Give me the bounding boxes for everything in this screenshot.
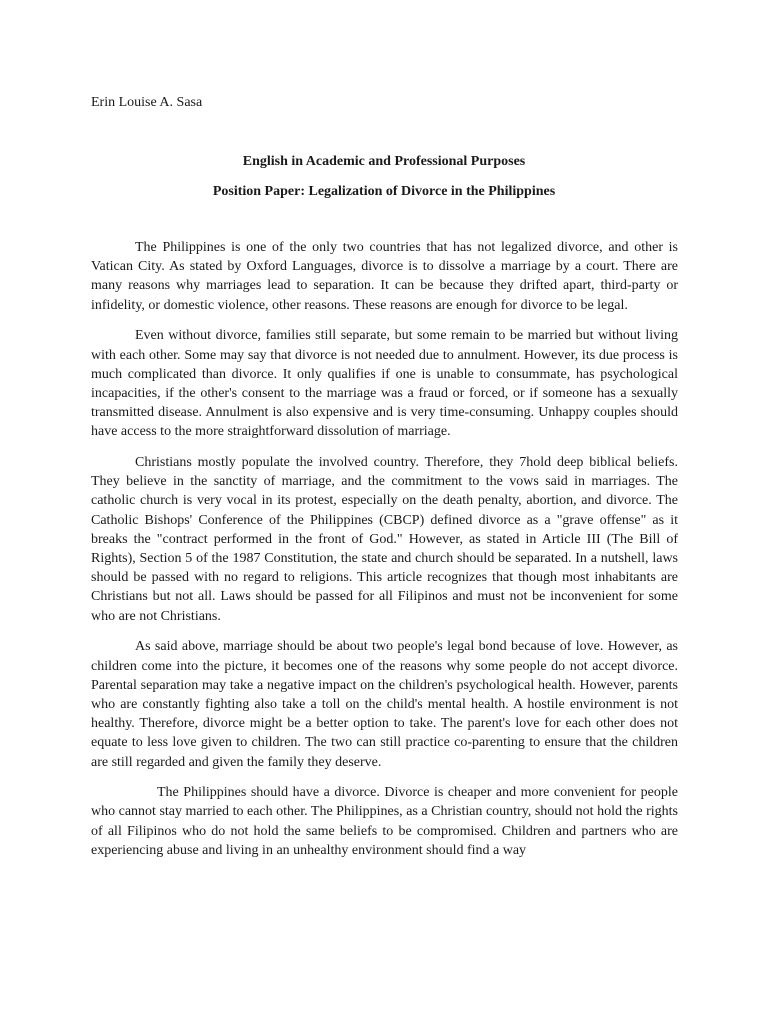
paragraph-religion: Christians mostly populate the involved country. Therefore, they 7hold deep biblical beliefs. They believe in the sanctity of marriage, and the commitment to the vows said in marriages. The catholic church is very vocal in its protest, especially on the death penalty, abortion, and divorce. The Catholic Bishops' Conference of the Philippines (CBCP) defined divorce as a "grave offense" as it breaks the "contract performed in the front of God." However, as stated in Article III (The Bill of Rights), Section 5 of the 1987 Constitution, the state and church should be separated. In a nutshell, laws should be passed with no regard to religions. This article recognizes that though most inhabitants are Christians but not all. Laws should be passed for all Filipinos and must not be inconvenient for some who are not Christians. (91, 455, 678, 624)
paragraph-intro: The Philippines is one of the only two countries that has not legalized divorce, and other is Vatican City. As stated by Oxford Languages, divorce is to dissolve a marriage by a court. There are many reasons why marriages lead to separation. It can be because they drifted apart, third-party or infidelity, or domestic violence, other reasons. These reasons are enough for divorce to be legal. (91, 240, 678, 313)
paragraph-children: As said above, marriage should be about two people's legal bond because of love. However, as children come into the picture, it becomes one of the reasons why some people do not accept divorce. Parental separation may take a negative impact on the children's psychological health. However, parents who are constantly fighting also take a toll on the child's mental health. A hostile environment is not healthy. Therefore, divorce might be a better option to take. The parent's love for each other does not equate to less love given to children. The two can still practice co-parenting to ensure that the children are still regarded and given the family they deserve. (91, 639, 678, 770)
paragraph-conclusion: The Philippines should have a divorce. Divorce is cheaper and more convenient for people who cannot stay married to each other. The Philippines, as a Christian country, should not hold the rights of all Filipinos who do not hold the same beliefs to be compromised. Children and partners who are experiencing abuse and living in an unhealthy environment should find a way (91, 785, 678, 858)
author-name: Erin Louise A. Sasa (91, 95, 203, 110)
paper-title: Position Paper: Legalization of Divorce in the Philippines (212, 184, 556, 199)
paragraph-annulment: Even without divorce, families still separate, but some remain to be married but without living with each other. Some may say that divorce is not needed due to annulment. However, its due process is much complicated than divorce. It only qualifies if one is unable to consummate, has psychological incapacities, if the other's consent to the marriage was a fraud or forced, or if someone has a sexually transmitted disease. Annulment is also expensive and is very time-consuming. Unhappy couples should have access to the more straightforward dissolution of marriage. (91, 328, 678, 440)
course-title: English in Academic and Professional Purposes (242, 154, 526, 169)
body-text (91, 238, 678, 872)
